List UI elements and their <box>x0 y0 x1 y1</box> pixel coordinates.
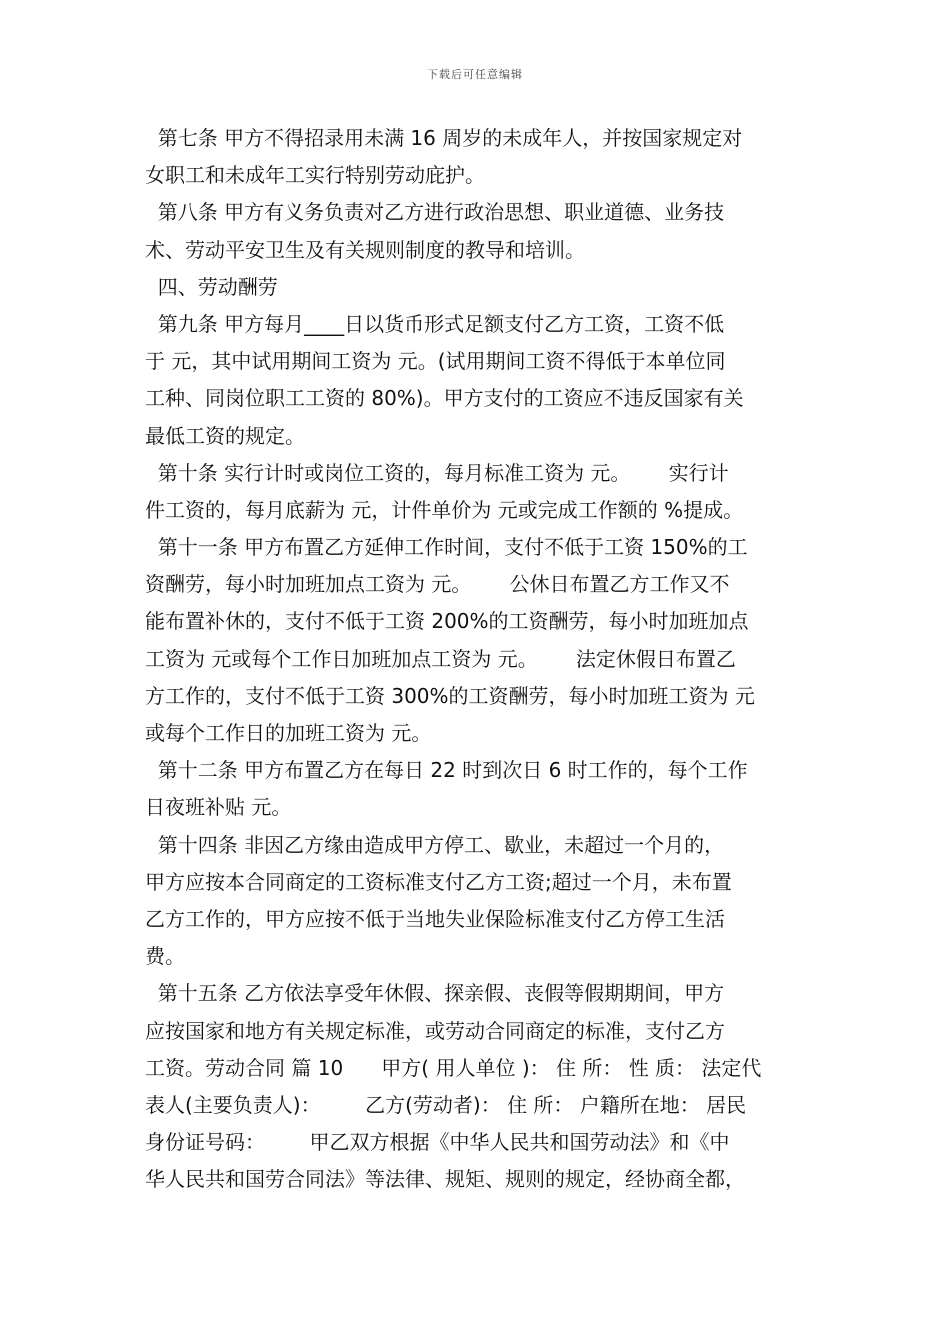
header-note: 下载后可任意编辑 <box>427 68 523 81</box>
text-line: 表人(主要负责人)： 乙方(劳动者)： 住 所： 户籍所在地： 居民 <box>145 1092 747 1117</box>
text-line: 甲方应按本合同商定的工资标准支付乙方工资;超过一个月，未布置 <box>145 869 732 894</box>
contract-body <box>145 120 809 1198</box>
text-line: 术、劳动平安卫生及有关规则制度的教导和培训。 <box>145 237 585 262</box>
text-line: 第九条 甲方每月____日以货币形式足额支付乙方工资，工资不低 <box>145 311 725 336</box>
text-line: 资酬劳，每小时加班加点工资为 元。 公休日布置乙方工作又不 <box>145 572 730 597</box>
text-line: 华人民共和国劳合同法》等法律、规矩、规则的规定，经协商全都， <box>145 1167 745 1192</box>
text-line: 身份证号码： 甲乙双方根据《中华人民共和国劳动法》和《中 <box>145 1130 730 1155</box>
text-line: 应按国家和地方有关规定标准，或劳动合同商定的标准，支付乙方 <box>145 1018 725 1043</box>
text-line: 第十四条 非因乙方缘由造成甲方停工、歇业，未超过一个月的， <box>145 832 725 857</box>
text-line: 第十五条 乙方依法享受年休假、探亲假、丧假等假期期间，甲方 <box>145 981 725 1006</box>
text-line: 工种、同岗位职工工资的 80%)。甲方支付的工资应不违反国家有关 <box>145 386 744 411</box>
text-line: 于 元，其中试用期间工资为 元。(试用期间工资不得低于本单位同 <box>145 349 726 374</box>
text-line: 第十二条 甲方布置乙方在每日 22 时到次日 6 时工作的，每个工作 <box>145 758 748 783</box>
text-line: 费。 <box>145 944 185 969</box>
text-line: 工资为 元或每个工作日加班加点工资为 元。 法定休假日布置乙 <box>145 646 736 671</box>
text-line: 第十一条 甲方布置乙方延伸工作时间，支付不低于工资 150%的工 <box>145 535 748 560</box>
text-line: 能布置补休的，支付不低于工资 200%的工资酬劳，每小时加班加点 <box>145 609 749 634</box>
text-line: 日夜班补贴 元。 <box>145 795 292 820</box>
text-line: 第十条 实行计时或岗位工资的，每月标准工资为 元。 实行计 <box>145 460 729 485</box>
text-line: 工资。劳动合同 篇 10 甲方( 用人单位 )： 住 所： 性 质： 法定代 <box>145 1055 762 1080</box>
text-line: 第八条 甲方有义务负责对乙方进行政治思想、职业道德、业务技 <box>145 200 725 225</box>
text-line: 第七条 甲方不得招录用未满 16 周岁的未成年人，并按国家规定对 <box>145 126 743 150</box>
text-line: 或每个工作日的加班工资为 元。 <box>145 721 432 745</box>
section-heading: 四、劳动酬劳 <box>145 274 278 299</box>
text-line: 方工作的，支付不低于工资 300%的工资酬劳，每小时加班工资为 元 <box>145 683 755 708</box>
text-line: 女职工和未成年工实行特别劳动庇护。 <box>145 163 485 188</box>
text-line: 最低工资的规定。 <box>145 423 305 448</box>
text-line: 件工资的，每月底薪为 元，计件单价为 元或完成工作额的 %提成。 <box>145 497 744 522</box>
text-line: 乙方工作的，甲方应按不低于当地失业保险标准支付乙方停工生活 <box>145 906 725 931</box>
